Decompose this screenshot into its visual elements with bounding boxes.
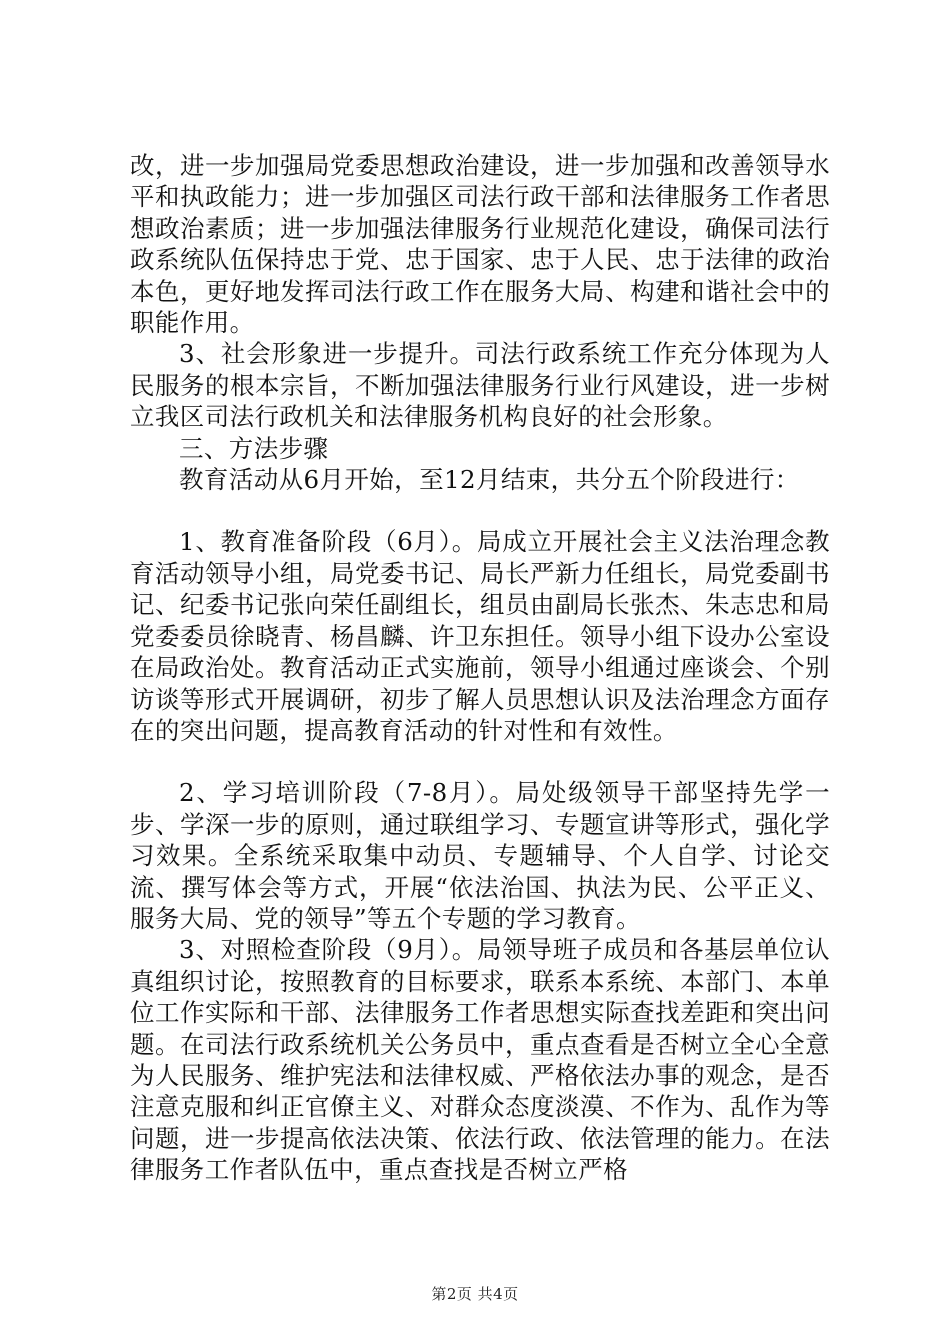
section-heading-methods-steps: 三、方法步骤 — [179, 433, 329, 463]
paragraph-continuation: 改，进一步加强局党委思想政治建设，进一步加强和改善领导水平和执政能力；进一步加强区司法行政干部和法律服务工作者思想政治素质；进一步加强法律服务行业规范化建设，确保司法行政系统队伍保持忠于党、忠于国家、忠于人民、忠于法律的政治本色，更好地发挥司法行政工作在服务大局、构建和谐社会中的职能作用。 — [130, 151, 830, 338]
paragraph-schedule-intro: 教育活动从6月开始，至12月结束，共分五个阶段进行： — [179, 465, 800, 495]
paragraph-stage-review: 3、对照检查阶段（9月）。局领导班子成员和各基层单位认真组织讨论，按照教育的目标要求，联系本系统、本部门、本单位工作实际和干部、法律服务工作者思想实际查找差距和突出问题。在司法行政系统机关公务员中，重点查看是否树立全心全意为人民服务、维护宪法和法律权威、严格依法办事的观念，是否注意克服和纠正官僚主义、对群众态度淡漠、不作为、乱作为等问题，进一步提高依法决策、依法行政、依法管理的能力。在法律服务工作者队伍中，重点查找是否树立严格 — [130, 935, 830, 1185]
document-body — [130, 150, 830, 1186]
page-number-footer: 第2页 共4页 — [431, 1285, 519, 1303]
paragraph-social-image: 3、社会形象进一步提升。司法行政系统工作充分体现为人民服务的根本宗旨，不断加强法律服务行业行风建设，进一步树立我区司法行政机关和法律服务机构良好的社会形象。 — [130, 339, 830, 432]
paragraph-stage-training: 2、学习培训阶段（7-8月）。局处级领导干部坚持先学一步、学深一步的原则，通过联组学习、专题宣讲等形式，强化学习效果。全系统采取集中动员、专题辅导、个人自学、讨论交流、撰写体会等方式，开展“依法治国、执法为民、公平正义、服务大局、党的领导”等五个专题的学习教育。 — [130, 778, 830, 933]
paragraph-stage-preparation: 1、教育准备阶段（6月）。局成立开展社会主义法治理念教育活动领导小组，局党委书记、局长严新力任组长，局党委副书记、纪委书记张向荣任副组长，组员由副局长张杰、朱志忠和局党委委员徐晓青、杨昌麟、许卫东担任。领导小组下设办公室设在局政治处。教育活动正式实施前，领导小组通过座谈会、个别访谈等形式开展调研，初步了解人员思想认识及法治理念方面存在的突出问题，提高教育活动的针对性和有效性。 — [130, 527, 830, 745]
